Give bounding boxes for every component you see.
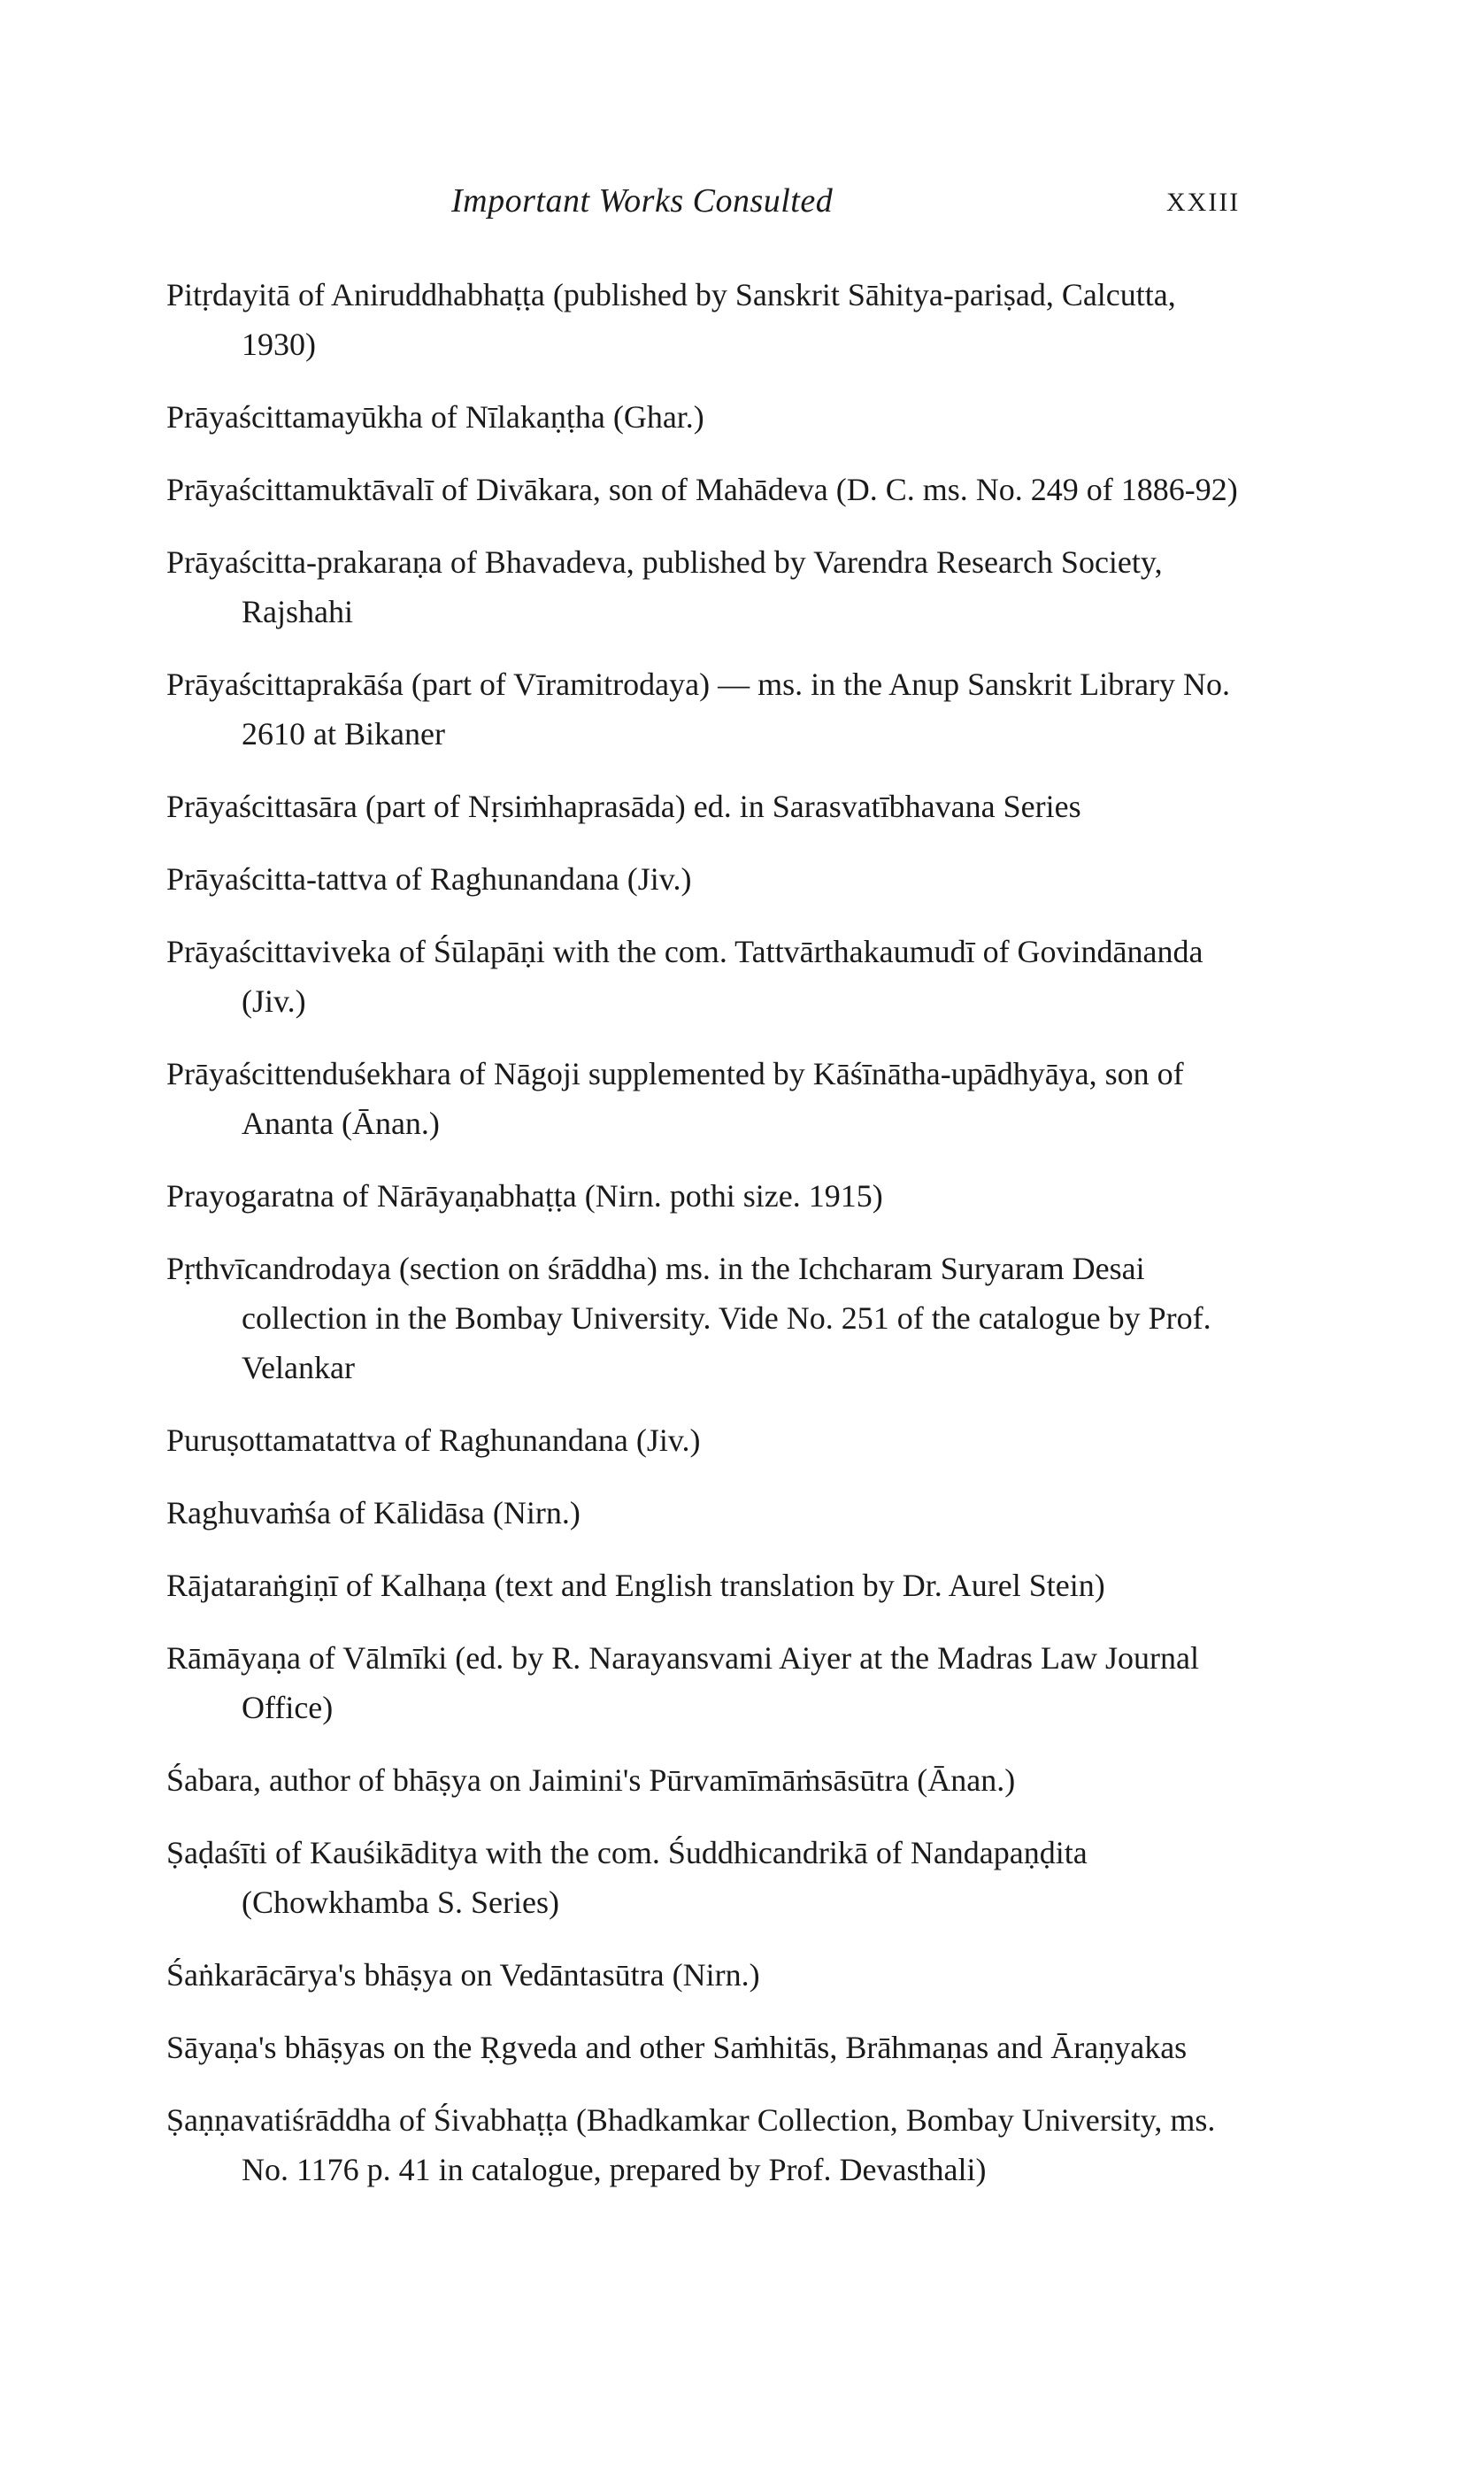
bibliography-entry: Śaṅkarācārya's bhāṣya on Vedāntasūtra (Nirn.) [166, 1957, 760, 1993]
bibliography-entry: Prāyaścittaprakāśa (part of Vīramitrodaya) — ms. in the Anup Sanskrit Library No. 2610 at Bikaner [166, 667, 1231, 752]
bibliography-entry: Puruṣottamatattva of Raghunandana (Jiv.) [166, 1422, 701, 1458]
bibliography-entry: Ṣaḍaśīti of Kauśikāditya with the com. Śuddhicandrikā of Nandapaṇḍita (Chowkhamba S. Series) [166, 1835, 1088, 1920]
bibliography-entry: Prāyaścitta-prakaraṇa of Bhavadeva, published by Varendra Research Society, Rajshahi [166, 544, 1163, 629]
bibliography-entry: Prāyaścittamayūkha of Nīlakaṇṭha (Ghar.) [166, 399, 704, 435]
bibliography-entry: Ṣaṇṇavatiśrāddha of Śivabhaṭṭa (Bhadkamkar Collection, Bombay University, ms. No. 1176 p. 41 in catalogue, prepared by Prof. Devasthali) [166, 2102, 1216, 2187]
bibliography-entry: Prāyaścittenduśekhara of Nāgoji supplemented by Kāśīnātha-upādhyāya, son of Ananta (Ānan.) [166, 1056, 1184, 1141]
bibliography-entry: Pitṛdayitā of Aniruddhabhaṭṭa (published by Sanskrit Sāhitya-pariṣad, Calcutta, 1930) [166, 277, 1176, 362]
bibliography-entry: Rāmāyaṇa of Vālmīki (ed. by R. Narayansvami Aiyer at the Madras Law Journal Office) [166, 1640, 1199, 1725]
page-number: XXIII [1166, 188, 1241, 217]
bibliography-entry: Raghuvaṁśa of Kālidāsa (Nirn.) [166, 1495, 581, 1530]
bibliography-entry: Rājataraṅgiṇī of Kalhaṇa (text and English translation by Dr. Aurel Stein) [166, 1568, 1105, 1603]
bibliography-entry: Prāyaścitta-tattva of Raghunandana (Jiv.) [166, 861, 692, 897]
bibliography-entry: Prayogaratna of Nārāyaṇabhaṭṭa (Nirn. pothi size. 1915) [166, 1178, 883, 1214]
bibliography-entry: Prāyaścittasāra (part of Nṛsiṁhaprasāda) ed. in Sarasvatībhavana Series [166, 789, 1081, 824]
bibliography-entry: Prāyaścittaviveka of Śūlapāṇi with the com. Tattvārthakaumudī of Govindānanda (Jiv.) [166, 934, 1203, 1019]
running-title: Important Works Consulted [451, 182, 834, 220]
bibliography-entry: Pṛthvīcandrodaya (section on śrāddha) ms. in the Ichcharam Suryaram Desai collection in the Bombay University. Vide No. 251 of the catalogue by Prof. Velankar [166, 1251, 1211, 1385]
bibliography-entry: Sāyaṇa's bhāṣyas on the Ṛgveda and other Saṁhitās, Brāhmaṇas and Āraṇyakas [166, 2030, 1188, 2065]
bibliography-list [166, 270, 1246, 2217]
bibliography-entry: Śabara, author of bhāṣya on Jaimini's Pūrvamīmāṁsāsūtra (Ānan.) [166, 1762, 1016, 1798]
bibliography-entry: Prāyaścittamuktāvalī of Divākara, son of Mahādeva (D. C. ms. No. 249 of 1886-92) [166, 472, 1238, 507]
